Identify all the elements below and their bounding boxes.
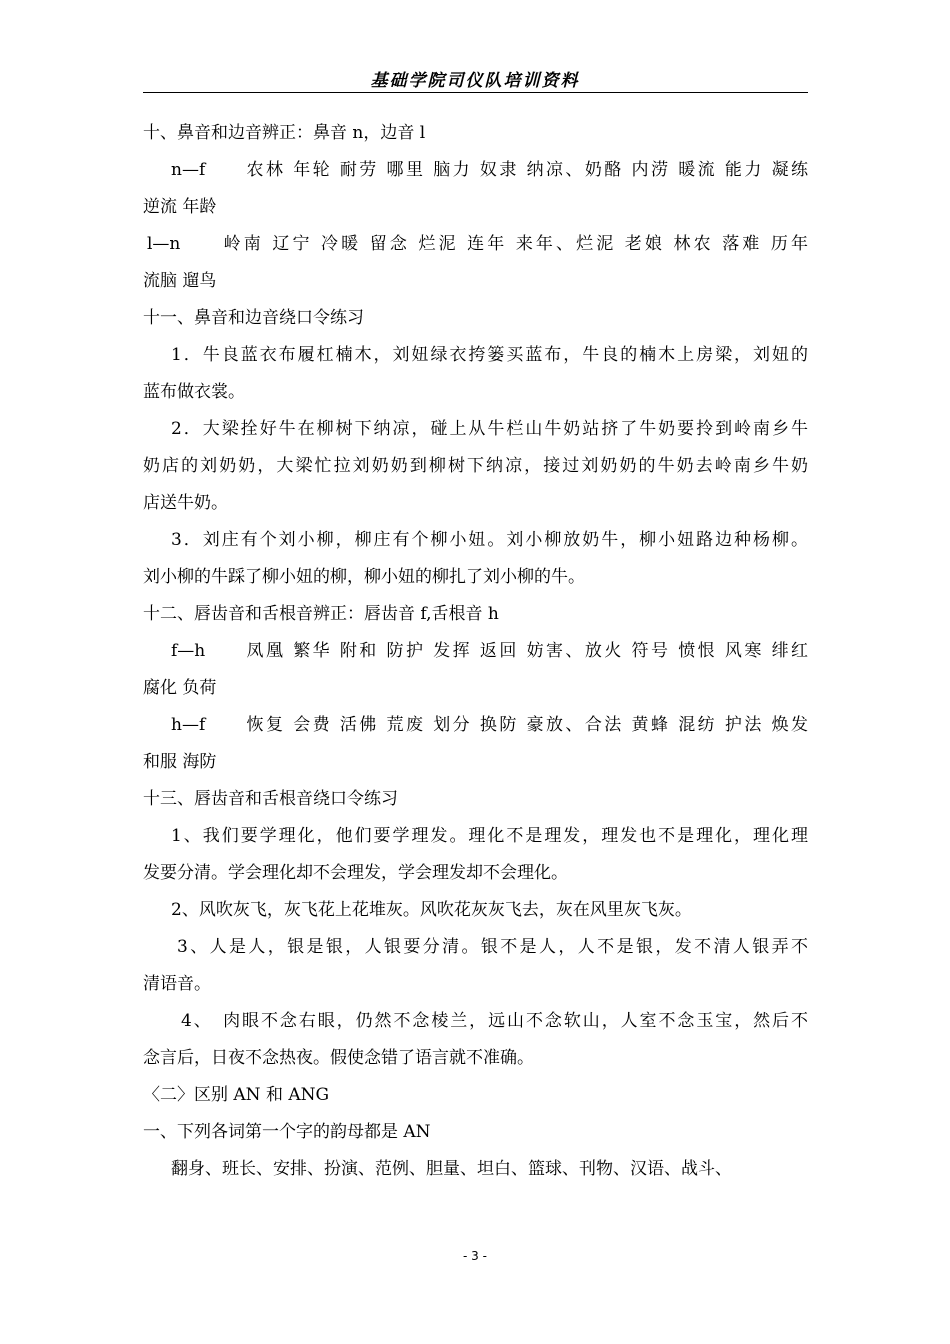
tongue-twister-line: 3．刘庄有个刘小柳，柳庄有个柳小妞。刘小柳放奶牛，柳小妞路边种杨柳。 [171,530,808,550]
tongue-twister-line: 店送牛奶。 [143,493,228,513]
tongue-twister-line: 1、我们要学理化，他们要学理发。理化不是理发，理发也不是理化，理化理 [171,826,808,846]
section-heading-an: 一、下列各词第一个字的韵母都是 AN [143,1122,431,1142]
tongue-twister-line: 3、人是人，银是银，人银要分清。银不是人，人不是银，发不清人银弄不 [177,937,808,957]
section-heading-10: 十、鼻音和边音辨正：鼻音 n，边音 l [143,123,426,143]
word-list-continuation: 腐化 负荷 [143,678,217,698]
tongue-twister-line: 2、风吹灰飞，灰飞花上花堆灰。风吹花灰灰飞去，灰在风里灰飞灰。 [171,900,692,920]
word-list-an: 翻身、班长、安排、扮演、范例、胆量、坦白、篮球、刊物、汉语、战斗、 [171,1159,732,1179]
tongue-twister-line: 4、 肉眼不念右眼，仍然不念棱兰，远山不念软山，人室不念玉宝，然后不 [181,1011,808,1031]
tongue-twister-line: 发要分清。学会理化却不会理发，学会理发却不会理化。 [143,863,568,883]
word-list-l-n: l—n 岭南 辽宁 冷暖 留念 烂泥 连年 来年、烂泥 老娘 林农 落难 历年 [147,234,808,254]
section-heading-11: 十一、鼻音和边音绕口令练习 [143,308,364,328]
tongue-twister-line: 刘小柳的牛踩了柳小妞的柳，柳小妞的柳扎了刘小柳的牛。 [143,567,585,587]
tongue-twister-line: 1．牛良蓝衣布履杠楠木，刘妞绿衣挎篓买蓝布，牛良的楠木上房梁，刘妞的 [171,345,808,365]
header-rule [143,92,808,93]
section-heading-an-ang: 〈二〉区别 AN 和 ANG [143,1085,330,1105]
page-number: - 3 - [463,1249,487,1263]
word-list-h-f: h—f 恢复 会费 活佛 荒废 划分 换防 豪放、合法 黄蜂 混纺 护法 焕发 [171,715,808,735]
word-list-f-h: f—h 凤凰 繁华 附和 防护 发挥 返回 妨害、放火 符号 愤恨 风寒 绯红 [171,641,808,661]
section-heading-13: 十三、唇齿音和舌根音绕口令练习 [143,789,398,809]
document-header-title: 基础学院司仪队培训资料 [370,71,580,91]
tongue-twister-line: 念言后，日夜不念热夜。假使念错了语言就不准确。 [143,1048,534,1068]
tongue-twister-line: 奶店的刘奶奶，大梁忙拉刘奶奶到柳树下纳凉，接过刘奶奶的牛奶去岭南乡牛奶 [143,456,808,476]
tongue-twister-line: 清语音。 [143,974,211,994]
word-list-n-l: n—f 农林 年轮 耐劳 哪里 脑力 奴隶 纳凉、奶酪 内涝 暖流 能力 凝练 [171,160,808,180]
section-heading-12: 十二、唇齿音和舌根音辨正：唇齿音 f,舌根音 h [143,604,499,624]
word-list-continuation: 逆流 年龄 [143,197,217,217]
document-body [143,115,808,1188]
word-list-continuation: 和服 海防 [143,752,217,772]
tongue-twister-line: 2．大梁拴好牛在柳树下纳凉，碰上从牛栏山牛奶站挤了牛奶要拎到岭南乡牛 [171,419,808,439]
word-list-continuation: 流脑 遛鸟 [143,271,217,291]
tongue-twister-line: 蓝布做衣裳。 [143,382,245,402]
